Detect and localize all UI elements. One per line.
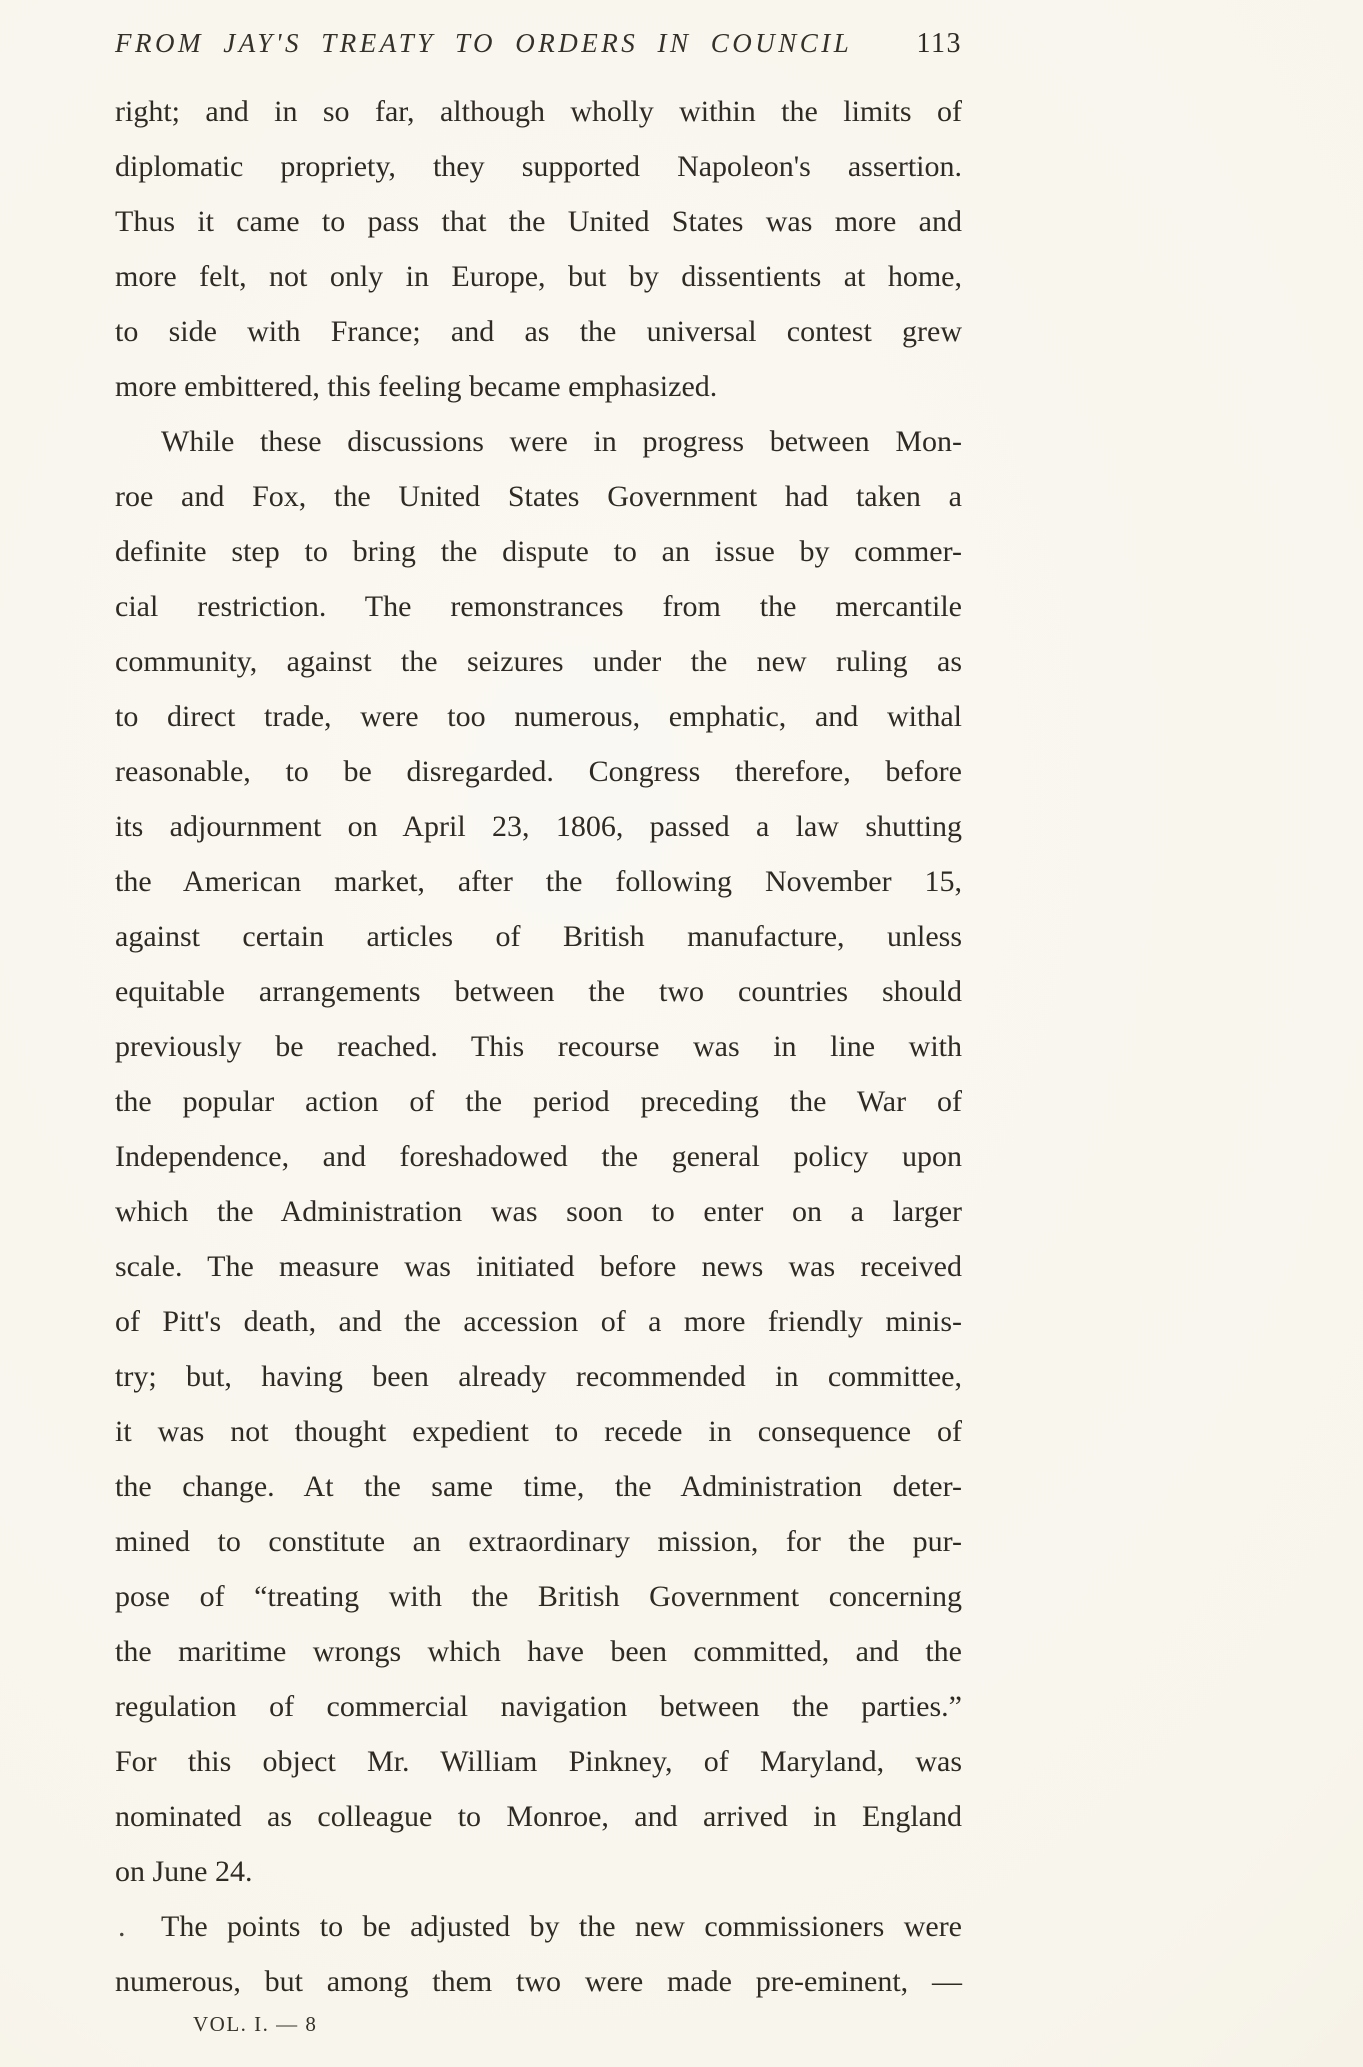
text-line: to side with France; and as the universal contest grew xyxy=(115,315,962,348)
text-line: . The points to be adjusted by the new commissioners were xyxy=(115,1899,962,1954)
text-line: For this object Mr. William Pinkney, of Maryland, was xyxy=(115,1745,962,1778)
text-line: the change. At the same time, the Administration deter- xyxy=(115,1470,962,1503)
text-line: community, against the seizures under the new ruling as xyxy=(115,645,962,678)
text-line: more embittered, this feeling became emphasized. xyxy=(115,370,718,403)
text-line: reasonable, to be disregarded. Congress therefore, before xyxy=(115,755,962,788)
text-line: try; but, having been already recommended in committee, xyxy=(115,1360,962,1393)
page-number: 113 xyxy=(916,28,962,59)
text-line: it was not thought expedient to recede in consequence of xyxy=(115,1415,962,1448)
text-line: its adjournment on April 23, 1806, passed a law shutting xyxy=(115,810,962,843)
text-line: nominated as colleague to Monroe, and arrived in England xyxy=(115,1800,962,1833)
text-column xyxy=(115,28,962,2037)
text-line: While these discussions were in progress between Mon- xyxy=(161,425,962,458)
page-body xyxy=(115,84,962,2009)
text-line: of Pitt's death, and the accession of a more friendly minis- xyxy=(115,1305,962,1338)
paragraph xyxy=(115,84,962,414)
text-line: previously be reached. This recourse was in line with xyxy=(115,1030,962,1063)
running-title: FROM JAY'S TREATY TO ORDERS IN COUNCIL xyxy=(115,28,853,58)
text-line: numerous, but among them two were made pre-eminent, — xyxy=(115,1965,962,1998)
text-line: equitable arrangements between the two countries should xyxy=(115,975,962,1008)
text-line: right; and in so far, although wholly within the limits of xyxy=(115,95,962,128)
text-line: Independence, and foreshadowed the general policy upon xyxy=(115,1140,962,1173)
text-line: against certain articles of British manufacture, unless xyxy=(115,920,962,953)
text-line: pose of “treating with the British Government concerning xyxy=(115,1580,962,1613)
text-line: to direct trade, were too numerous, emphatic, and withal xyxy=(115,700,962,733)
text-line: Thus it came to pass that the United States was more and xyxy=(115,205,962,238)
text-line: diplomatic propriety, they supported Napoleon's assertion. xyxy=(115,150,962,183)
text-line: which the Administration was soon to enter on a larger xyxy=(115,1195,962,1228)
text-line: definite step to bring the dispute to an issue by commer- xyxy=(115,535,962,568)
volume-signature: VOL. I. — 8 xyxy=(193,2012,318,2036)
text-line: scale. The measure was initiated before news was received xyxy=(115,1250,962,1283)
text-line: the American market, after the following November 15, xyxy=(115,865,962,898)
text-line: roe and Fox, the United States Government had taken a xyxy=(115,480,962,513)
text-line: cial restriction. The remonstrances from the mercantile xyxy=(115,590,962,623)
paragraph xyxy=(115,414,962,1899)
stray-ink-mark: . xyxy=(118,1910,126,1943)
text-line: the popular action of the period preceding the War of xyxy=(115,1085,962,1118)
text-line: more felt, not only in Europe, but by dissentients at home, xyxy=(115,260,962,293)
text-line: on June 24. xyxy=(115,1855,253,1888)
text-line: mined to constitute an extraordinary mission, for the pur- xyxy=(115,1525,962,1558)
running-header xyxy=(115,28,962,60)
text-line: regulation of commercial navigation between the parties.” xyxy=(115,1690,962,1723)
text-line: the maritime wrongs which have been committed, and the xyxy=(115,1635,962,1668)
paragraph xyxy=(115,1899,962,2009)
